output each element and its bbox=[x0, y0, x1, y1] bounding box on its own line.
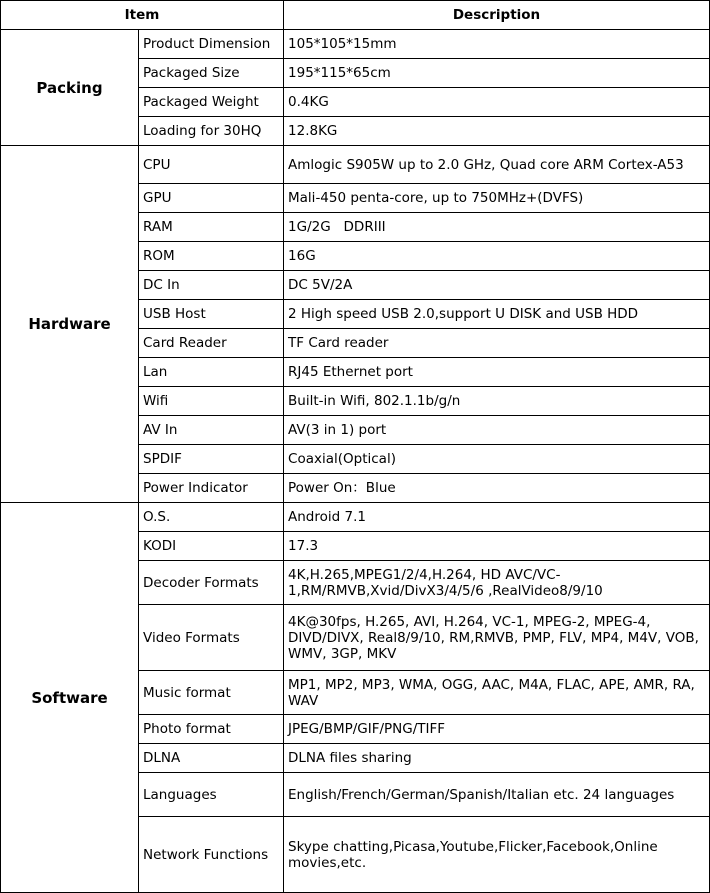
row-value: 105*105*15mm bbox=[284, 30, 710, 59]
row-label: Packaged Weight bbox=[139, 88, 284, 117]
row-value: MP1, MP2, MP3, WMA, OGG, AAC, M4A, FLAC, APE, AMR, RA, WAV bbox=[284, 671, 710, 715]
row-value: Android 7.1 bbox=[284, 503, 710, 532]
row-value: Coaxial(Optical) bbox=[284, 445, 710, 474]
row-label: DLNA bbox=[139, 744, 284, 773]
row-label: Packaged Size bbox=[139, 59, 284, 88]
header-item: Item bbox=[1, 1, 284, 30]
row-value: AV(3 in 1) port bbox=[284, 416, 710, 445]
row-value: 12.8KG bbox=[284, 117, 710, 146]
row-label: Music format bbox=[139, 671, 284, 715]
group-hardware: Hardware bbox=[1, 146, 139, 503]
row-label: Card Reader bbox=[139, 329, 284, 358]
row-value: Amlogic S905W up to 2.0 GHz, Quad core ARM Cortex-A53 bbox=[284, 146, 710, 184]
row-label: AV In bbox=[139, 416, 284, 445]
group-software: Software bbox=[1, 503, 139, 893]
table-row bbox=[1, 146, 710, 184]
row-label: DC In bbox=[139, 271, 284, 300]
row-value: TF Card reader bbox=[284, 329, 710, 358]
table-row bbox=[1, 503, 710, 532]
row-value: 195*115*65cm bbox=[284, 59, 710, 88]
row-label: Decoder Formats bbox=[139, 561, 284, 605]
header-description: Description bbox=[284, 1, 710, 30]
row-label: Wifi bbox=[139, 387, 284, 416]
row-value: English/French/German/Spanish/Italian etc. 24 languages bbox=[284, 773, 710, 817]
row-label: ROM bbox=[139, 242, 284, 271]
row-value: 16G bbox=[284, 242, 710, 271]
row-label: CPU bbox=[139, 146, 284, 184]
row-label: RAM bbox=[139, 213, 284, 242]
row-label: KODI bbox=[139, 532, 284, 561]
table-row bbox=[1, 30, 710, 59]
row-label: Lan bbox=[139, 358, 284, 387]
row-value: Mali-450 penta-core, up to 750MHz+(DVFS) bbox=[284, 184, 710, 213]
row-label: O.S. bbox=[139, 503, 284, 532]
row-value: 4K,H.265,MPEG1/2/4,H.264, HD AVC/VC-1,RM/RMVB,Xvid/DivX3/4/5/6 ,RealVideo8/9/10 bbox=[284, 561, 710, 605]
row-value: 1G/2G DDRIII bbox=[284, 213, 710, 242]
row-label: Photo format bbox=[139, 715, 284, 744]
row-label: Video Formats bbox=[139, 605, 284, 671]
row-label: SPDIF bbox=[139, 445, 284, 474]
row-value: 17.3 bbox=[284, 532, 710, 561]
row-value: DC 5V/2A bbox=[284, 271, 710, 300]
row-value: JPEG/BMP/GIF/PNG/TIFF bbox=[284, 715, 710, 744]
row-value: 4K@30fps, H.265, AVI, H.264, VC-1, MPEG-2, MPEG-4, DIVD/DIVX, Real8/9/10, RM,RMVB, PMP, FLV, MP4, M4V, VOB, WMV, 3GP, MKV bbox=[284, 605, 710, 671]
row-label: Power Indicator bbox=[139, 474, 284, 503]
row-value: Power On：Blue bbox=[284, 474, 710, 503]
row-label: Network Functions bbox=[139, 817, 284, 893]
row-label: USB Host bbox=[139, 300, 284, 329]
row-label: Loading for 30HQ bbox=[139, 117, 284, 146]
row-value: DLNA files sharing bbox=[284, 744, 710, 773]
row-label: GPU bbox=[139, 184, 284, 213]
row-label: Product Dimension bbox=[139, 30, 284, 59]
header-row bbox=[1, 1, 710, 30]
row-value: Skype chatting,Picasa,Youtube,Flicker,Facebook,Online movies,etc. bbox=[284, 817, 710, 893]
row-value: Built-in Wifi, 802.1.1b/g/n bbox=[284, 387, 710, 416]
row-value: 2 High speed USB 2.0,support U DISK and USB HDD bbox=[284, 300, 710, 329]
row-value: RJ45 Ethernet port bbox=[284, 358, 710, 387]
group-packing: Packing bbox=[1, 30, 139, 146]
row-value: 0.4KG bbox=[284, 88, 710, 117]
row-label: Languages bbox=[139, 773, 284, 817]
